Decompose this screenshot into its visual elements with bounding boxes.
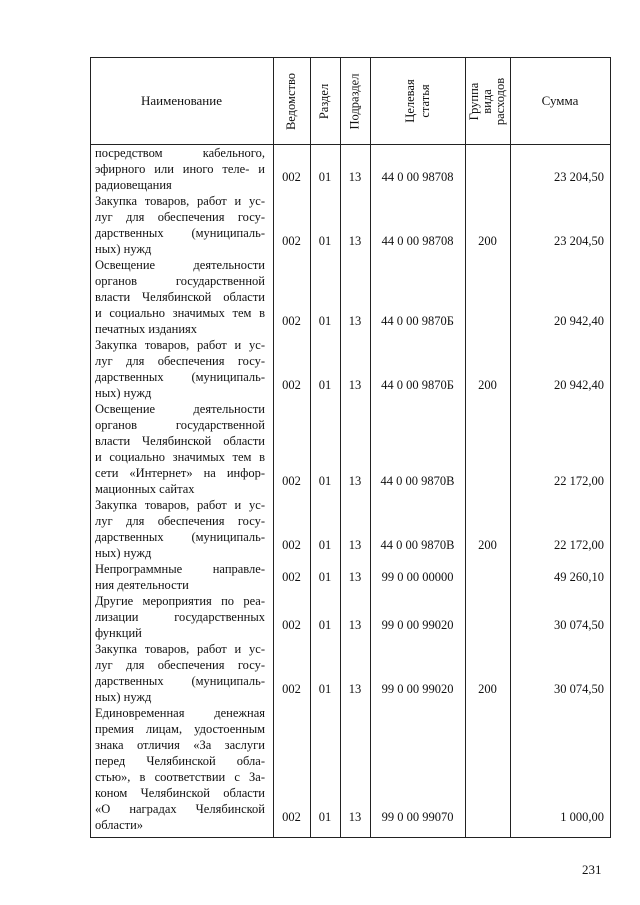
row-ved: 002 bbox=[282, 538, 301, 552]
row-name-line: перед Челябинской обла- bbox=[95, 754, 265, 768]
row-name-line: «О наградах Челябинской bbox=[95, 802, 265, 816]
row-razdel: 01 bbox=[318, 474, 332, 488]
row-name-line: ния деятельности bbox=[95, 578, 189, 592]
row-summa: 22 172,00 bbox=[554, 474, 604, 488]
row-name-line: власти Челябинской области bbox=[95, 434, 265, 448]
header-celevaya-label: Целевая статья bbox=[402, 79, 432, 123]
row-name-line: ных) нужд bbox=[95, 386, 152, 400]
row-razdel: 01 bbox=[318, 538, 332, 552]
row-podrazdel: 13 bbox=[348, 234, 362, 248]
row-razdel: 01 bbox=[318, 810, 332, 824]
row-name bbox=[95, 193, 265, 257]
row-name-line: стью», в соответствии с За- bbox=[95, 770, 265, 784]
row-razdel: 01 bbox=[318, 618, 332, 632]
row-summa: 30 074,50 bbox=[554, 682, 604, 696]
row-name-line: премия лицам, удостоенным bbox=[95, 722, 265, 736]
row-podrazdel: 13 bbox=[348, 810, 362, 824]
row-name-line: и социально значимых тем в bbox=[95, 306, 265, 320]
page-number: 231 bbox=[582, 862, 602, 877]
row-podrazdel: 13 bbox=[348, 618, 362, 632]
header-podrazdel bbox=[340, 57, 370, 145]
row-name bbox=[95, 497, 265, 561]
row-name-line: луг для обеспечения госу- bbox=[95, 210, 265, 224]
row-podrazdel: 13 bbox=[348, 538, 362, 552]
row-name bbox=[95, 257, 265, 337]
row-gruppa: 200 bbox=[478, 682, 497, 696]
row-name-line: дарственных (муниципаль- bbox=[95, 226, 265, 240]
row-name-line: эфирного или иного теле- и bbox=[95, 162, 265, 176]
row-podrazdel: 13 bbox=[348, 570, 362, 584]
row-name-line: ных) нужд bbox=[95, 242, 152, 256]
row-name-line: Закупка товаров, работ и ус- bbox=[95, 498, 265, 512]
row-name-line: Непрограммные направле- bbox=[95, 562, 265, 576]
row-name-line: коном Челябинской области bbox=[95, 786, 265, 800]
row-name-line: органов государственной bbox=[95, 274, 265, 288]
row-ved: 002 bbox=[282, 170, 301, 184]
row-razdel: 01 bbox=[318, 234, 332, 248]
row-name bbox=[95, 593, 265, 641]
row-name-line: Освещение деятельности bbox=[95, 402, 265, 416]
header-ved bbox=[273, 57, 310, 145]
row-ved: 002 bbox=[282, 810, 301, 824]
row-razdel: 01 bbox=[318, 170, 332, 184]
row-name-line: Закупка товаров, работ и ус- bbox=[95, 338, 265, 352]
row-name-line: луг для обеспечения госу- bbox=[95, 658, 265, 672]
row-celevaya: 44 0 00 9870В bbox=[380, 538, 455, 552]
row-summa: 49 260,10 bbox=[554, 570, 604, 584]
row-name-line: мационных сайтах bbox=[95, 482, 195, 496]
row-name bbox=[95, 401, 265, 497]
row-name-line: ных) нужд bbox=[95, 546, 152, 560]
row-ved: 002 bbox=[282, 474, 301, 488]
row-name-line: Закупка товаров, работ и ус- bbox=[95, 642, 265, 656]
row-summa: 30 074,50 bbox=[554, 618, 604, 632]
row-name-line: радиовещания bbox=[95, 178, 172, 192]
row-name-line: посредством кабельного, bbox=[95, 146, 265, 160]
row-podrazdel: 13 bbox=[348, 474, 362, 488]
row-summa: 23 204,50 bbox=[554, 170, 604, 184]
row-razdel: 01 bbox=[318, 682, 332, 696]
row-name bbox=[95, 641, 265, 705]
row-name-line: органов государственной bbox=[95, 418, 265, 432]
row-name bbox=[95, 145, 265, 193]
row-razdel: 01 bbox=[318, 314, 332, 328]
row-name-line: дарственных (муниципаль- bbox=[95, 530, 265, 544]
row-name-line: дарственных (муниципаль- bbox=[95, 370, 265, 384]
row-name bbox=[95, 561, 265, 593]
col-divider bbox=[610, 57, 611, 837]
row-celevaya: 44 0 00 98708 bbox=[381, 234, 454, 248]
row-podrazdel: 13 bbox=[348, 314, 362, 328]
header-razdel-label: Раздел bbox=[317, 83, 332, 119]
row-ved: 002 bbox=[282, 234, 301, 248]
col-divider bbox=[90, 57, 91, 837]
row-celevaya: 44 0 00 98708 bbox=[381, 170, 454, 184]
row-name-line: луг для обеспечения госу- bbox=[95, 514, 265, 528]
header-summa bbox=[510, 57, 610, 145]
row-name-line: сети «Интернет» на инфор- bbox=[95, 466, 265, 480]
row-name-line: Закупка товаров, работ и ус- bbox=[95, 194, 265, 208]
row-ved: 002 bbox=[282, 570, 301, 584]
row-ved: 002 bbox=[282, 618, 301, 632]
row-razdel: 01 bbox=[318, 570, 332, 584]
row-name-line: луг для обеспечения госу- bbox=[95, 354, 265, 368]
header-name bbox=[90, 57, 273, 145]
row-celevaya: 44 0 00 9870В bbox=[380, 474, 455, 488]
row-name-line: Единовременная денежная bbox=[95, 706, 265, 720]
row-name-line: знака отличия «За заслуги bbox=[95, 738, 265, 752]
row-podrazdel: 13 bbox=[348, 682, 362, 696]
header-summa-label: Сумма bbox=[541, 93, 579, 108]
row-name-line: области» bbox=[95, 818, 144, 832]
row-name-line: функций bbox=[95, 626, 142, 640]
row-name-line: и социально значимых тем в bbox=[95, 450, 265, 464]
row-gruppa: 200 bbox=[478, 378, 497, 392]
row-name bbox=[95, 337, 265, 401]
row-summa: 23 204,50 bbox=[554, 234, 604, 248]
row-name-line: печатных изданиях bbox=[95, 322, 198, 336]
row-ved: 002 bbox=[282, 314, 301, 328]
row-ved: 002 bbox=[282, 378, 301, 392]
row-summa: 20 942,40 bbox=[554, 314, 604, 328]
row-name-line: Другие мероприятия по реа- bbox=[95, 594, 265, 608]
row-gruppa: 200 bbox=[478, 538, 497, 552]
row-name-line: лизации государственных bbox=[95, 610, 265, 624]
row-ved: 002 bbox=[282, 682, 301, 696]
row-podrazdel: 13 bbox=[348, 378, 362, 392]
row-celevaya: 44 0 00 9870Б bbox=[381, 378, 454, 392]
row-celevaya: 99 0 00 99020 bbox=[381, 618, 454, 632]
row-podrazdel: 13 bbox=[348, 170, 362, 184]
row-summa: 1 000,00 bbox=[560, 810, 604, 824]
header-ved-label: Ведомство bbox=[284, 72, 298, 130]
header-gruppa-label: Группа вида расходов bbox=[467, 77, 508, 125]
header-name-label: Наименование bbox=[141, 93, 222, 108]
header-razdel bbox=[310, 57, 340, 145]
row-celevaya: 99 0 00 00000 bbox=[381, 570, 454, 584]
row-summa: 20 942,40 bbox=[554, 378, 604, 392]
row-name-line: власти Челябинской области bbox=[95, 290, 265, 304]
row-name-line: Освещение деятельности bbox=[95, 258, 265, 272]
header-celevaya bbox=[370, 57, 465, 145]
row-gruppa: 200 bbox=[478, 234, 497, 248]
row-name bbox=[95, 705, 265, 833]
row-celevaya: 99 0 00 99020 bbox=[381, 682, 454, 696]
row-razdel: 01 bbox=[318, 378, 332, 392]
header-gruppa bbox=[465, 57, 510, 145]
header-podrazdel-label: Подраздел bbox=[347, 73, 362, 129]
col-divider bbox=[465, 57, 466, 837]
row-name-line: дарственных (муниципаль- bbox=[95, 674, 265, 688]
row-summa: 22 172,00 bbox=[554, 538, 604, 552]
row-celevaya: 44 0 00 9870Б bbox=[381, 314, 454, 328]
row-celevaya: 99 0 00 99070 bbox=[381, 810, 454, 824]
row-name-line: ных) нужд bbox=[95, 690, 152, 704]
table-bottom-border bbox=[90, 837, 611, 838]
